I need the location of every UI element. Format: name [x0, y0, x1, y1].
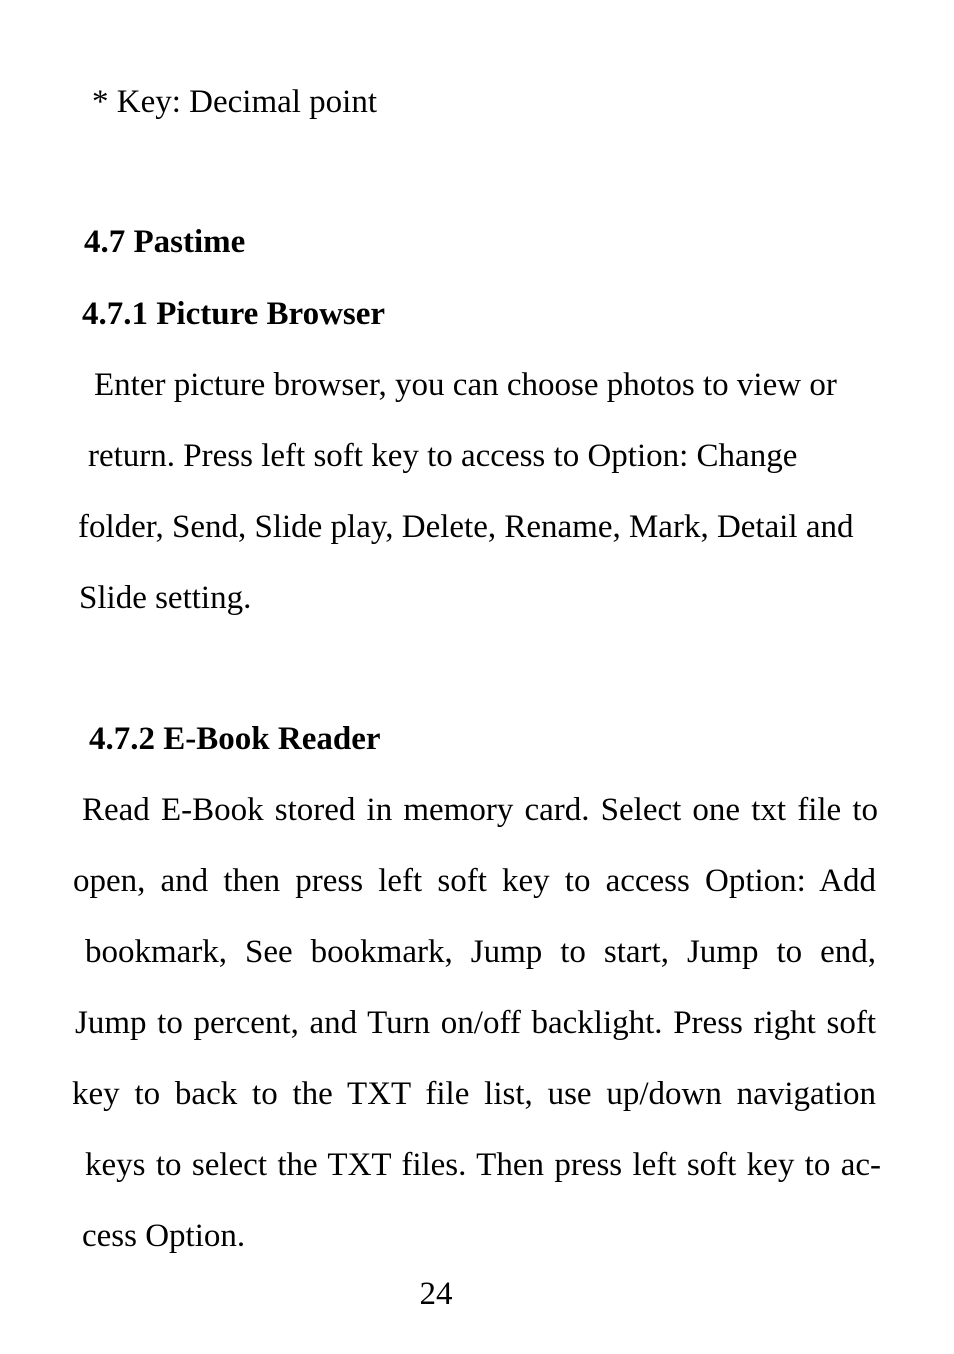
paragraph-line: keys to select the TXT files. Then press left soft key to ac-: [85, 1147, 881, 1183]
paragraph-line: open, and then press left soft key to access Option: Add: [73, 863, 876, 899]
subsection-heading-ebook-reader: 4.7.2 E-Book Reader: [89, 721, 381, 757]
paragraph-line: Enter picture browser, you can choose photos to view or: [94, 367, 837, 403]
section-heading-pastime: 4.7 Pastime: [84, 224, 246, 260]
paragraph-line: Jump to percent, and Turn on/off backlight. Press right soft: [75, 1005, 876, 1041]
paragraph-line: cess Option.: [82, 1218, 246, 1254]
subsection-heading-picture-browser: 4.7.1 Picture Browser: [82, 296, 386, 332]
paragraph-line: folder, Send, Slide play, Delete, Rename, Mark, Detail and: [78, 509, 854, 545]
paragraph-line: bookmark, See bookmark, Jump to start, Jump to end,: [85, 934, 876, 970]
paragraph-line: Read E-Book stored in memory card. Select one txt file to: [82, 792, 878, 828]
paragraph-line: Slide setting.: [79, 580, 252, 616]
paragraph-line: return. Press left soft key to access to Option: Change: [88, 438, 798, 474]
page-number: 24: [419, 1276, 453, 1312]
key-note: * Key: Decimal point: [92, 84, 378, 120]
paragraph-line: key to back to the TXT file list, use up/down navigation: [72, 1076, 876, 1112]
